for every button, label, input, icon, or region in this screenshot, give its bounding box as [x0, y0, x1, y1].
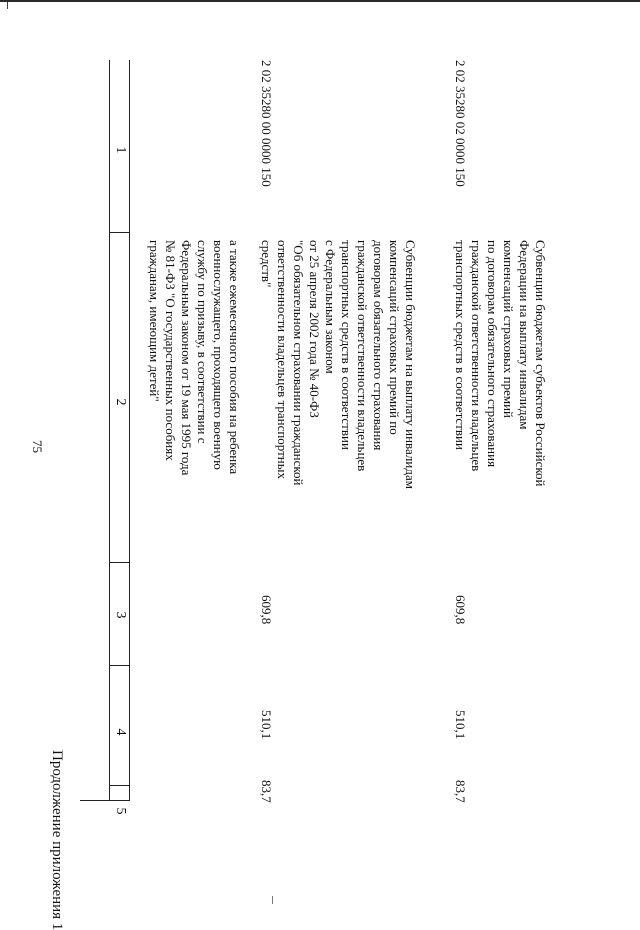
row-1-line-2: военнослужащего, проходящего военную [211, 240, 226, 470]
page-number: 75 [30, 440, 45, 453]
row-2-value-3: 609,8 [259, 595, 274, 625]
row-3-description [452, 240, 548, 486]
row-2-line-2: компенсаций страховых премий по [387, 240, 402, 435]
row-1-line-5: № 81-ФЗ "О государственных пособиях [163, 240, 178, 461]
header-bottom-line [129, 60, 130, 800]
header-top-line [109, 60, 110, 800]
row-3-code: 2 02 35280 02 0000 150 [453, 60, 468, 187]
row-1-description [146, 240, 242, 475]
row-2-line-3: договорам обязательного страхования [371, 240, 386, 451]
row-2-line-1: Субвенции бюджетам на выплату инвалидам [403, 240, 418, 489]
column-header-4: 4 [113, 728, 128, 736]
row-3-line-6: транспортных средств в соответствии [453, 240, 468, 450]
row-3-line-4: по договорам обязательного страхования [485, 240, 500, 468]
col-divider-4 [109, 785, 130, 786]
row-1-line-4: Федеральным законом от 19 мая 1995 года [179, 240, 194, 476]
row-3-value-4: 510,1 [453, 710, 468, 740]
row-3-value-5: 83,7 [453, 780, 468, 803]
row-2-line-5: транспортных средств в соответствии [339, 240, 354, 450]
row-2-description [258, 240, 418, 489]
appendix-caption: Продолжение приложения 1 [49, 750, 65, 930]
column-header-1: 1 [113, 146, 128, 154]
row-1-line-6: гражданам, имеющим детей" [147, 240, 162, 402]
row-2-code: 2 02 35280 00 0000 150 [259, 60, 274, 187]
column-header-3: 3 [113, 611, 128, 619]
col-divider-1 [109, 232, 130, 233]
row-3-line-5: гражданской ответственности владельцев [469, 240, 484, 472]
row-2-line-6: с Федеральным законом [323, 240, 338, 374]
row-2-line-4: гражданской ответственности владельцев [355, 240, 370, 472]
col-divider-2 [109, 562, 130, 563]
row-1-line-3: службу по призыву, в соответствии с [195, 240, 210, 444]
row-3-line-3: компенсаций страховых премий [501, 240, 516, 419]
row-3-line-2: Федерации на выплату инвалидам [517, 240, 532, 430]
row-2-value-5: 83,7 [259, 780, 274, 803]
row-2-value-4: 510,1 [259, 710, 274, 740]
column-header-5: 5 [113, 807, 128, 815]
column-header-2: 2 [113, 398, 128, 406]
row-2-line-7: от 25 апреля 2002 года № 40-ФЗ [307, 240, 322, 418]
row-1-line-1: а также ежемесячного пособия на ребенка [227, 240, 242, 475]
col-divider-3 [109, 665, 130, 666]
row-2-line-8: "Об обязательном страховании гражданской [291, 240, 306, 486]
row-3-line-1: Субвенции бюджетам субъектов Российской [533, 240, 548, 487]
row-2-line-9: ответственности владельцев транспортных [275, 240, 290, 479]
row-3-value-3: 609,8 [453, 595, 468, 625]
row-2-line-10: средств" [259, 240, 274, 288]
